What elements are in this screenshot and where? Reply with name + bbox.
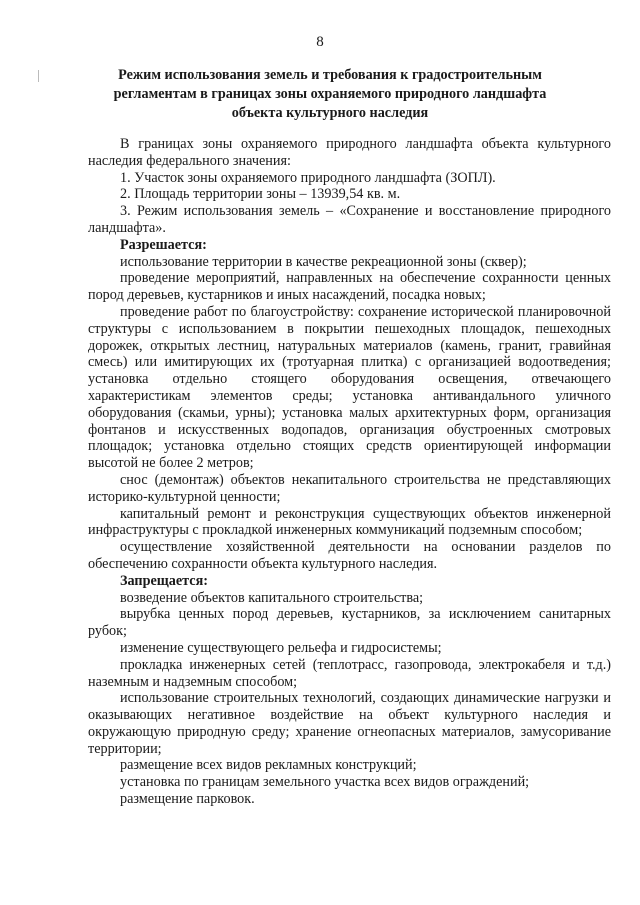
forbidden-item: размещение всех видов рекламных конструкций; (120, 757, 417, 774)
margin-mark (38, 70, 39, 82)
allowed-heading: Разрешается: (120, 236, 207, 253)
forbidden-item: возведение объектов капитального строительства; (120, 589, 424, 606)
intro-paragraph: В границах зоны охраняемого природного ландшафта объекта культурного наследия федерального значения: (88, 136, 611, 169)
list-item: 1. Участок зоны охраняемого природного ландшафта (ЗОПЛ). (120, 169, 496, 186)
allowed-item: проведение мероприятий, направленных на обеспечение сохранности ценных пород деревьев, кустарников и иных насаждений, посадка новых; (88, 270, 611, 304)
section-title: Режим использования земель и требования к градостроительным регламентам в границах зоны охраняемого природного ландшафта объекта культурного наследия (113, 67, 547, 121)
document-body (88, 136, 611, 808)
allowed-item: осуществление хозяйственной деятельности на основании разделов по обеспечению сохранности объекта культурного наследия. (88, 539, 611, 572)
allowed-item: снос (демонтаж) объектов некапитального строительства не представляющих историко-культурной ценности; (88, 471, 611, 505)
forbidden-item: использование строительных технологий, создающих динамические нагрузки и оказывающих негативное воздействие на объект культурного наследия и окружающую природную среду; хранение огнеопасных материалов, замусоривание территории; (88, 690, 611, 757)
allowed-item: проведение работ по благоустройству: сохранение исторической планировочной структуры с использованием в покрытии пешеходных площадок, пешеходных дорожек, открытых лестниц, натуральных материалов (камень, гранит, гравийная смесь) или имитирующих их (тротуарная плитка) с организацией водоотведения; установка отдельно стоящего оборудования освещения, отвечающего характеристикам элементов среды; установка антивандального уличного оборудования (скамьи, урны); установка малых архитектурных форм, организация фонтанов и искусственных водопадов, организация обустроенных смотровых площадок; установка отдельно стоящих средств ориентирующей информации высотой не более 2 метров; (88, 303, 611, 472)
allowed-item: использование территории в качестве рекреационной зоны (сквер); (120, 253, 527, 270)
allowed-item: капитальный ремонт и реконструкция существующих объектов инженерной инфраструктуры с прокладкой инженерных коммуникаций подземным способом; (88, 505, 611, 539)
list-item: 3. Режим использования земель – «Сохранение и восстановление природного ландшафта». (88, 203, 611, 236)
forbidden-item: размещение парковок. (120, 791, 255, 808)
page-number: 8 (316, 34, 324, 50)
forbidden-item: установка по границам земельного участка всех видов ограждений; (120, 774, 530, 791)
forbidden-item: изменение существующего рельефа и гидросистемы; (120, 639, 442, 656)
forbidden-heading: Запрещается: (120, 572, 208, 589)
list-item: 2. Площадь территории зоны – 13939,54 кв. м. (120, 186, 401, 203)
forbidden-item: вырубка ценных пород деревьев, кустарников, за исключением санитарных рубок; (88, 606, 611, 640)
forbidden-item: прокладка инженерных сетей (теплотрасс, газопровода, электрокабеля и т.д.) наземным и надземным способом; (88, 656, 611, 690)
